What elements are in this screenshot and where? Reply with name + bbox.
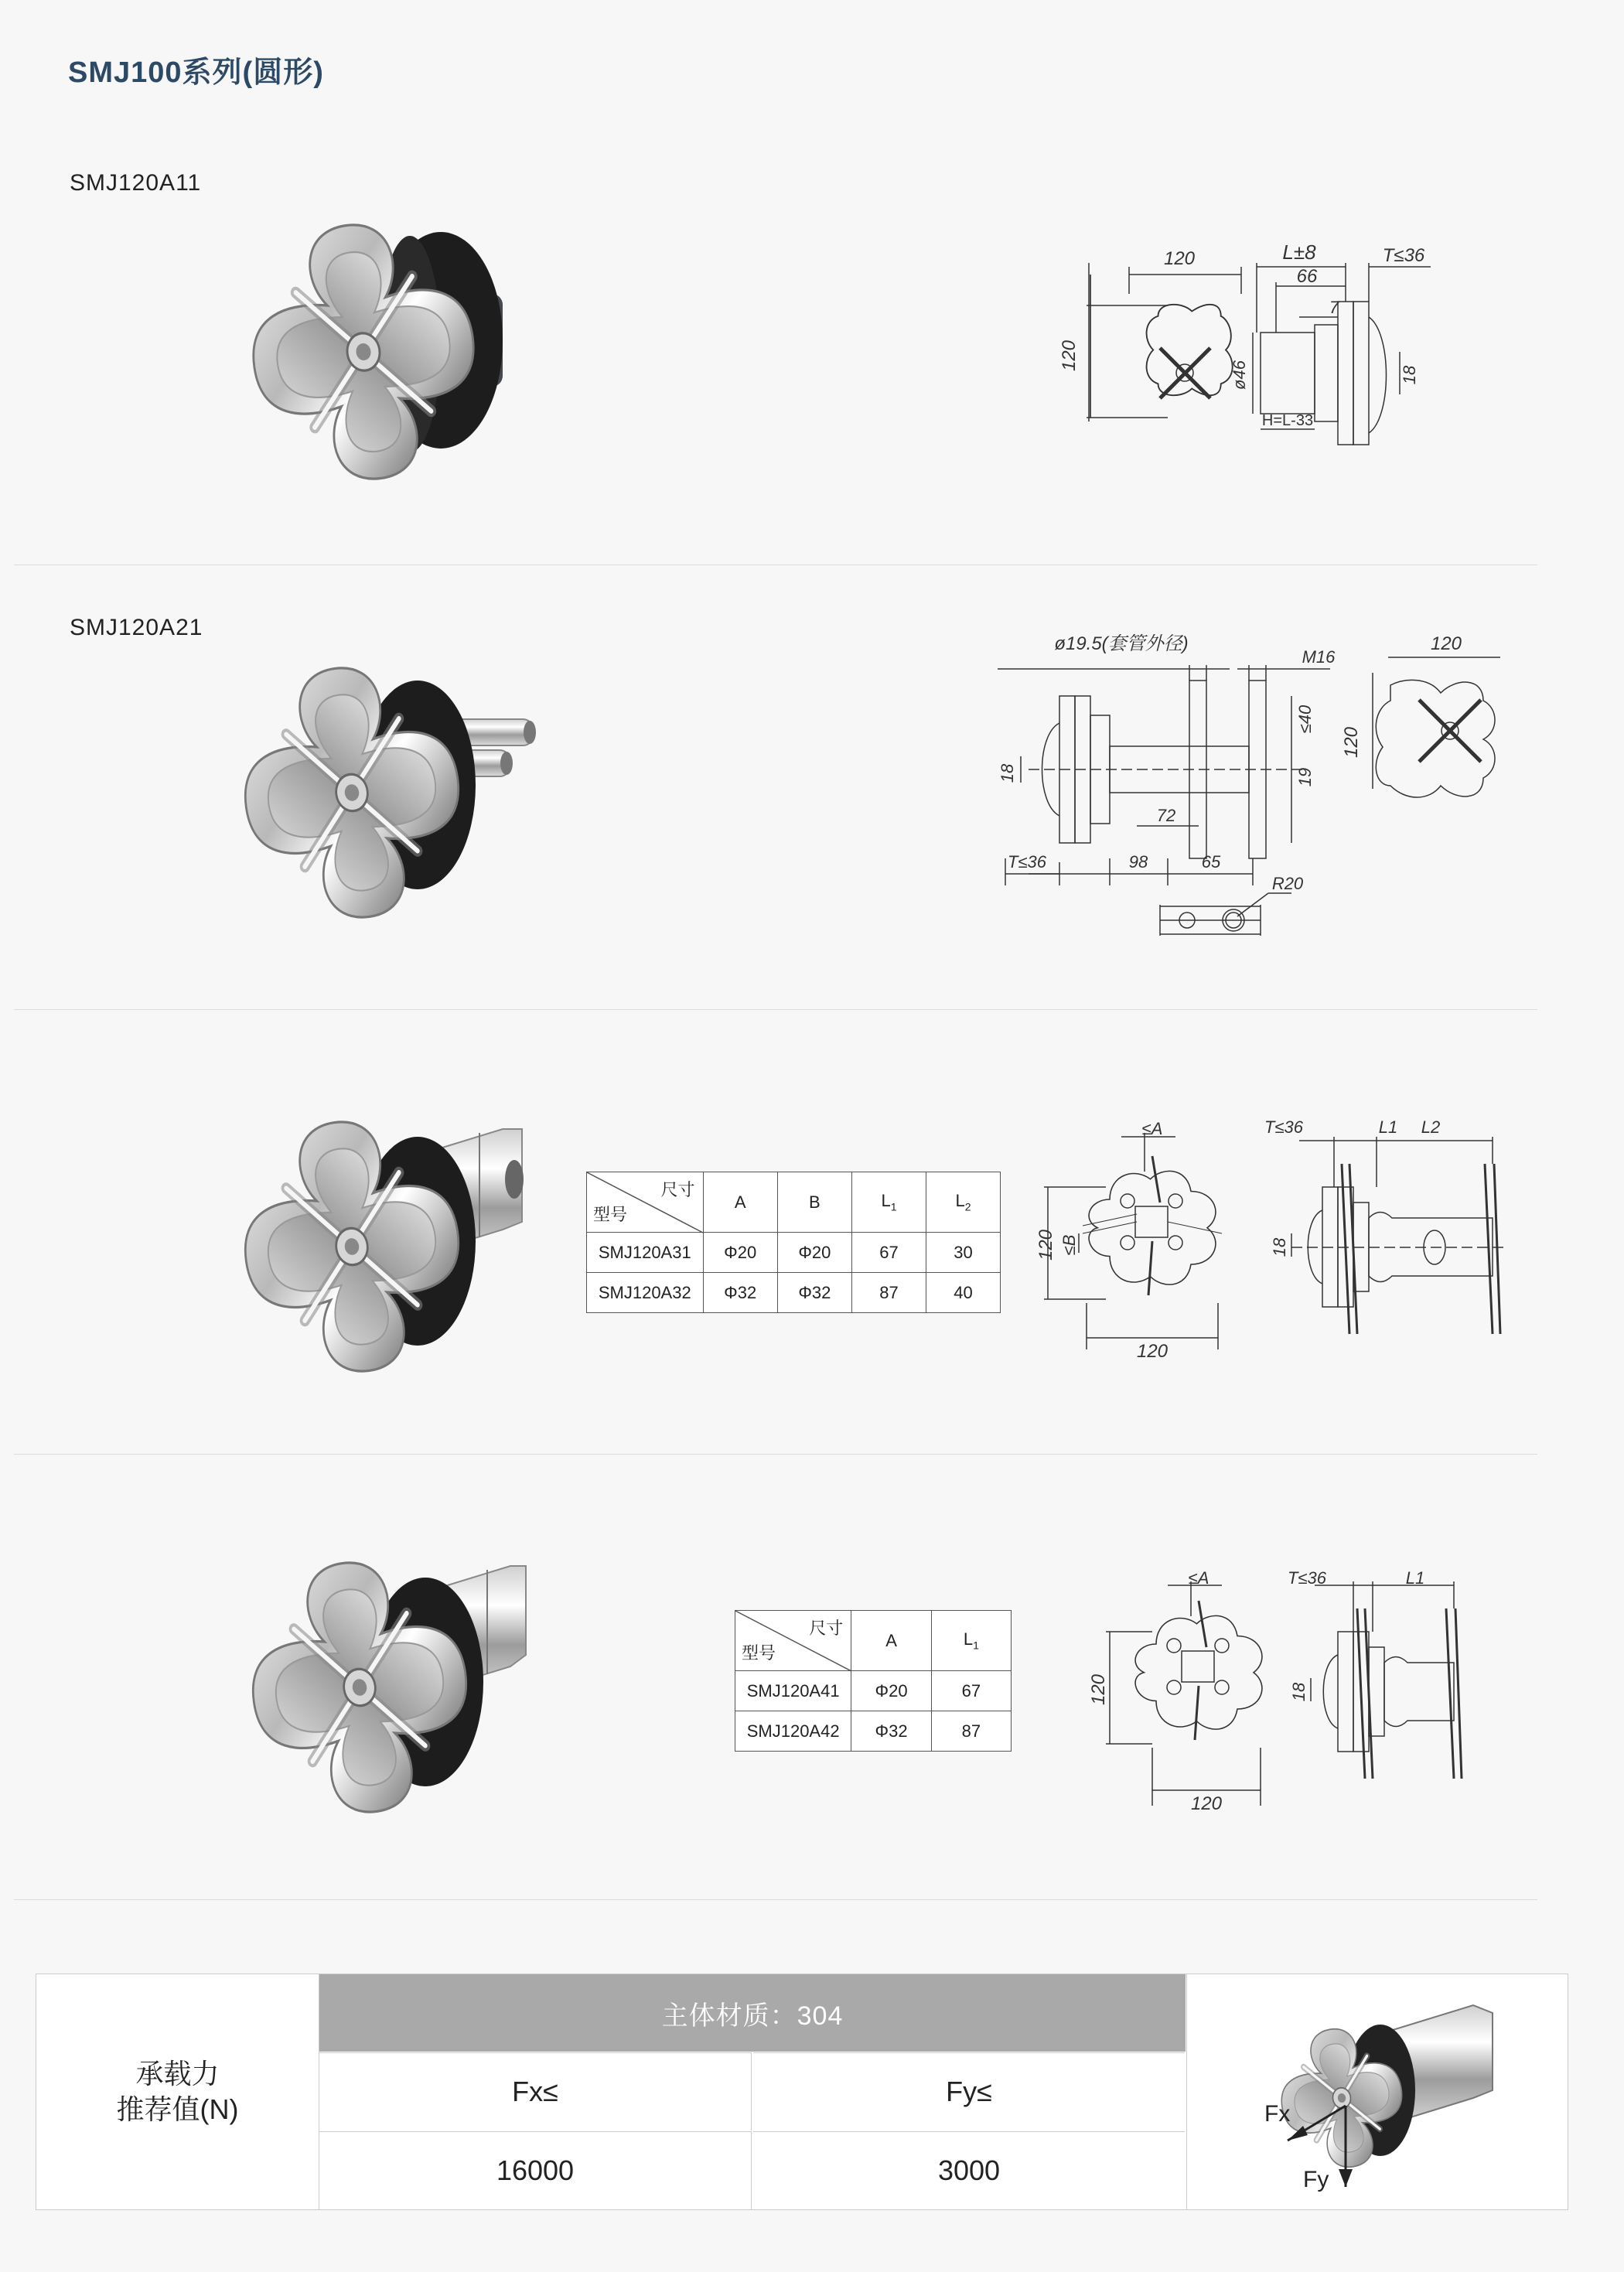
dim-18: 18 (1400, 365, 1419, 385)
diagram-fx: Fx (1264, 2101, 1291, 2127)
dim-a-a3x: ≤A (1141, 1119, 1163, 1138)
cell-l2: 30 (926, 1233, 1000, 1273)
cell-a: Φ20 (703, 1233, 777, 1273)
dim-7: 7 (1329, 298, 1339, 317)
table-header-corner (587, 1172, 704, 1233)
product-photo-a21 (224, 657, 549, 928)
product-photo-a31 (224, 1114, 549, 1377)
dim-120-h-a4x: 120 (1190, 1793, 1223, 1814)
load-label-line1: 承载力 (135, 2058, 220, 2089)
col-b: B (777, 1172, 851, 1233)
fx-value: 16000 (319, 2131, 752, 2209)
dim-tube-od: ø19.5(套管外径) (1054, 633, 1189, 654)
material-header: 主体材质：304 (319, 1974, 1186, 2052)
dim-m16: M16 (1302, 647, 1336, 667)
dim-40: ≤40 (1295, 704, 1315, 734)
header-model: 型号 (742, 1643, 776, 1663)
table-row (587, 1273, 1001, 1313)
dim-t36: T≤36 (1382, 245, 1425, 266)
col-a: A (851, 1611, 932, 1671)
dim-120-top: 120 (1163, 248, 1196, 269)
dim-18-a4x: 18 (1289, 1682, 1308, 1702)
dim-h: H=L-33 (1261, 412, 1314, 429)
fy-label: Fy≤ (753, 2052, 1185, 2130)
dim-b-a3x: ≤B (1059, 1234, 1079, 1256)
cell-l1: 87 (931, 1711, 1011, 1752)
force-diagram (1186, 1974, 1568, 2209)
cell-model: SMJ120A41 (735, 1671, 851, 1711)
cell-l1: 67 (852, 1233, 926, 1273)
dim-120-v-a4x: 120 (1088, 1673, 1109, 1706)
dim-18-a21: 18 (998, 763, 1017, 783)
dim-18-a3x: 18 (1270, 1237, 1289, 1257)
dim-t36-a4x: T≤36 (1288, 1568, 1326, 1588)
table-row (587, 1233, 1001, 1273)
dim-120-a: 120 (1430, 633, 1462, 654)
dim-t36-a21: T≤36 (1008, 852, 1046, 872)
cell-l2: 40 (926, 1273, 1000, 1313)
section-divider (14, 1899, 1537, 1900)
cell-l1: 67 (931, 1671, 1011, 1711)
dim-l2-a3x: L2 (1421, 1117, 1441, 1137)
cell-model: SMJ120A32 (587, 1273, 704, 1313)
section-divider (14, 1009, 1537, 1010)
cell-a: Φ20 (851, 1671, 932, 1711)
dim-120-v-a3x: 120 (1035, 1229, 1056, 1261)
table-row (735, 1711, 1012, 1752)
cell-model: SMJ120A42 (735, 1711, 851, 1752)
header-model: 型号 (593, 1205, 628, 1224)
dim-120-side: 120 (1059, 339, 1080, 372)
model-label-a21: SMJ120A21 (70, 615, 203, 640)
cell-b: Φ32 (777, 1273, 851, 1313)
dim-l1-a3x: L1 (1378, 1117, 1398, 1137)
col-l1: $L_1$ (931, 1611, 1011, 1671)
col-l2: $L_2$ (926, 1172, 1000, 1233)
dim-t36-a3x: T≤36 (1264, 1117, 1303, 1137)
product-photo-a11 (232, 209, 557, 495)
dim-66: 66 (1296, 266, 1318, 287)
page-title: SMJ100系列(圆形) (68, 56, 324, 89)
drawing-a4x (1090, 1554, 1523, 1817)
dim-l8: L±8 (1282, 241, 1316, 264)
product-photo-a4x (232, 1554, 557, 1817)
cell-model: SMJ120A31 (587, 1233, 704, 1273)
drawing-a3x (1036, 1110, 1531, 1373)
dim-a-a4x: ≤A (1188, 1568, 1209, 1588)
dim-120-b: 120 (1341, 726, 1362, 759)
spec-table-a4x (735, 1610, 1012, 1752)
cell-l1: 87 (852, 1273, 926, 1313)
section-divider (14, 1454, 1537, 1455)
model-label-a11: SMJ120A11 (70, 170, 202, 196)
table-row (735, 1671, 1012, 1711)
header-size: 尺寸 (660, 1180, 695, 1199)
diagram-fy: Fy (1303, 2167, 1329, 2192)
dim-r20: R20 (1271, 874, 1304, 893)
dim-l1-a4x: L1 (1405, 1568, 1425, 1588)
header-size: 尺寸 (809, 1619, 844, 1638)
drawing-a11 (1052, 232, 1531, 441)
cell-a: Φ32 (703, 1273, 777, 1313)
dim-98: 98 (1128, 852, 1148, 872)
table-header-corner (735, 1611, 851, 1671)
load-capacity-table (36, 1974, 1568, 2210)
drawing-a21 (982, 619, 1531, 959)
dim-19: 19 (1295, 767, 1315, 787)
load-label-line2: 推荐值(N) (116, 2093, 239, 2125)
dim-72: 72 (1156, 806, 1176, 825)
dim-d46: ø46 (1230, 360, 1249, 390)
fy-value: 3000 (753, 2131, 1185, 2209)
cell-b: Φ20 (777, 1233, 851, 1273)
col-l1: $L_1$ (852, 1172, 926, 1233)
cell-a: Φ32 (851, 1711, 932, 1752)
fx-label: Fx≤ (319, 2052, 752, 2130)
dim-65: 65 (1201, 852, 1221, 872)
col-a: A (703, 1172, 777, 1233)
dim-120-h-a3x: 120 (1136, 1341, 1169, 1362)
spec-table-a3x (586, 1172, 1001, 1313)
load-label (36, 1974, 319, 2209)
